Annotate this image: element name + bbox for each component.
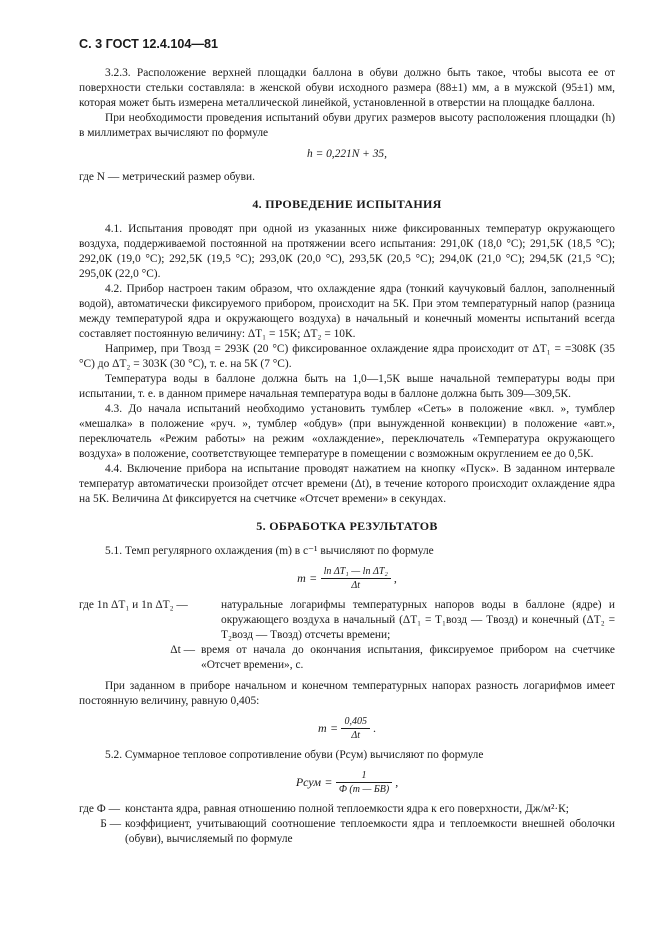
formula-p-fraction (336, 769, 392, 796)
where-dt-label: Δt — (170, 644, 195, 656)
where-b-label: Б — (100, 818, 121, 830)
formula-m-const: m = $\frac{0,405}{\Delta t}$ . (318, 716, 376, 741)
formula-m-fraction (321, 565, 391, 592)
where-phi (79, 802, 615, 817)
where-phi-text: константа ядра, равная отношению полной теплоемкости ядра к его поверхности, Дж/м²·К; (125, 803, 569, 815)
formula-m2-fraction (341, 715, 370, 742)
formula-m2-numerator: 0,405 (341, 715, 370, 729)
where-b (79, 817, 615, 847)
paragraph-4-2: 4.2. Прибор настроен таким образом, что охлаждение ядра (тонкий каучуковый баллон, заполненный водой), автоматически фиксируемого прибором, происходит на 5К. При этом температурный напор (разница между температурой ядра и окружающего воздуха) в начальный и конечный моменты испытаний всегда составляет постоянную величину: ΔT₁ = 15К; ΔT₂ = 10К. (79, 283, 615, 340)
formula-m-numerator: ln ΔT₁ — ln ΔT₂ (321, 565, 391, 579)
paragraph-3-2-3: 3.2.3. Расположение верхней площадки баллона в обуви должно быть такое, чтобы высота ее от поверхности стельки составляла: в женской обуви исходного размера (88±1) мм, а в мужской (95±1) мм, которая может быть измерена металлической линейкой, установленной в отверстии на площадке баллона. (79, 67, 615, 109)
formula-p-lhs: Pсум (295, 775, 322, 789)
formula-m2-denominator: Δt (351, 730, 361, 741)
paragraph-4-4: 4.4. Включение прибора на испытание проводят нажатием на кнопку «Пуск». В заданном интервале температур автоматически произойдет отсчет времени (Δt), в течение которого происходит охлаждение ядра на 5К. Величина Δt фиксируется на счетчике «Отсчет времени» в секундах. (79, 463, 615, 505)
formula-m-lhs: m (297, 571, 306, 585)
page-header: С. 3 ГОСТ 12.4.104—81 (79, 37, 218, 51)
document-page (79, 36, 615, 847)
where-b-text: коэффициент, учитывающий соотношение теплоемкости ядра и теплоемкости внешней оболочки (обуви), вычисляемый по формуле (125, 818, 615, 845)
formula-m-denominator: Δt (351, 580, 361, 591)
section-5-title: 5. ОБРАБОТКА РЕЗУЛЬТАТОВ (256, 519, 438, 533)
formula-p-denominator: Ф (m — БВ) (338, 784, 390, 795)
formula-m2-lhs: m (318, 721, 327, 735)
where-logs-text: натуральные логарифмы температурных напоров воды в баллоне (ядре) и окружающего воздуха в начальный (ΔT₁ = T₁возд — Tвозд) и конечный (ΔT₂ = T₂возд — Tвозд) отсчеты времени; (221, 599, 615, 641)
formula-p-numerator: 1 (336, 769, 392, 783)
section-4-title: 4. ПРОВЕДЕНИЕ ИСПЫТАНИЯ (252, 197, 442, 211)
paragraph-other-sizes: При необходимости проведения испытаний обуви других размеров высоту расположения площадки (h) в миллиметрах вычисляют по формуле (79, 112, 615, 139)
paragraph-5-2: 5.2. Суммарное тепловое сопротивление обуви (Pсум) вычисляют по формуле (105, 749, 484, 761)
paragraph-5-1: 5.1. Темп регулярного охлаждения (m) в с⁻¹ вычисляют по формуле (105, 545, 434, 557)
paragraph-water-temp: Температура воды в баллоне должна быть на 1,0—1,5К выше начальной температуры воды при испытании, т. е. в данном примере начальная температура воды в баллоне должна быть 309—309,5К. (79, 373, 615, 400)
where-logs (79, 598, 615, 643)
where-dt-text: время от начала до окончания испытания, фиксируемое прибором на счетчике «Отсчет времени», с. (201, 644, 615, 671)
formula-p: Pсум = $\frac{1}{Ф (m — БВ)}$ , (295, 770, 399, 795)
where-logs-label: где 1n ΔT₁ и 1n ΔT₂ — (79, 599, 188, 611)
paragraph-4-1: 4.1. Испытания проводят при одной из указанных ниже фиксированных температур окружающего воздуха, поддерживаемой постоянной на протяжении всего испытания: 291,0К (18,0 °С); 291,5К (18,5 °С); 292,0К (19,0 °С); 292,5К (19,5 °С); 293,0К (20,0 °С), 293,5К (20,5 °С); 294,0К (21,0 °С); 294,5К (21,5 °С); 295,0К (22,0 °С). (79, 223, 615, 280)
formula-h: h = 0,221N + 35, (307, 148, 387, 160)
paragraph-const: При заданном в приборе начальном и конечном температурных напорах разность логарифмов имеет постоянную величину, равную 0,405: (79, 680, 615, 707)
where-n: где N — метрический размер обуви. (79, 171, 255, 183)
formula-m: m = $\frac{\text{ln ΔT₁ — ln ΔT₂}}{\Delta t}$ , (297, 566, 397, 591)
where-dt (79, 643, 615, 673)
paragraph-4-3: 4.3. До начала испытаний необходимо установить тумблер «Сеть» в положение «вкл. », тумблер «мешалка» в положение «руч. », тумблер «обдув» (при вынужденной конвекции) в положение «авт.», переключатель «Режим работы» на режим «охлаждение», переключатель «Температура окружающего воздуха» в положение, соответствующее температуре в помещении с возможным округлением ее до 0,5К. (79, 403, 615, 460)
paragraph-example: Например, при Tвозд = 293К (20 °С) фиксированное охлаждение ядра происходит от ΔT₁ = =308К (35 °С) до ΔT₂ = 303К (30 °С), т. е. на 5К (7 °С). (79, 343, 615, 370)
where-phi-label: где Ф — (79, 803, 121, 815)
